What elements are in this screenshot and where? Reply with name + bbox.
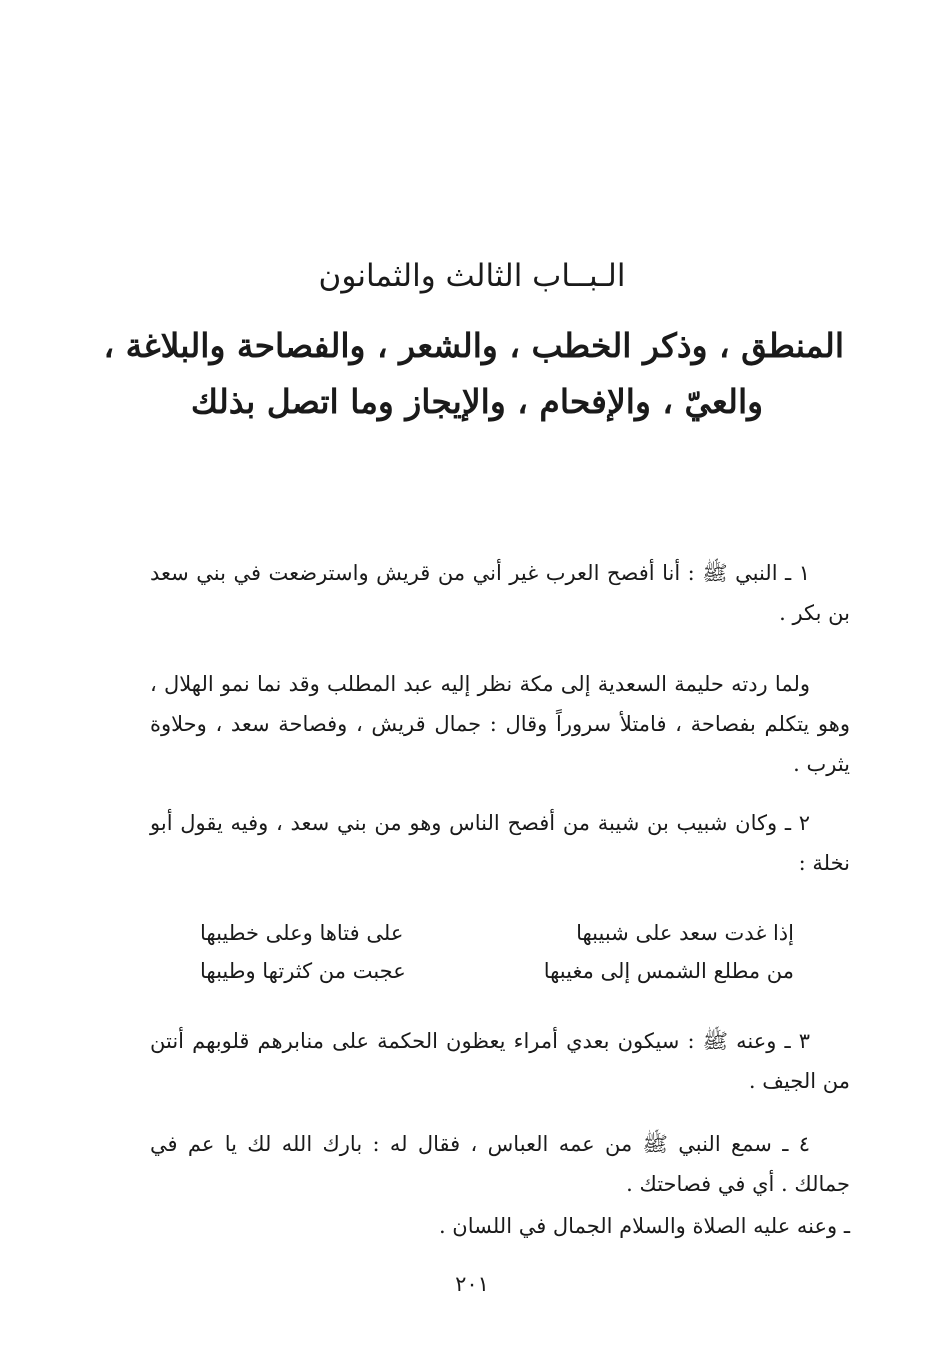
paragraph-2: ولما ردته حليمة السعدية إلى مكة نظر إليه عبد المطلب وقد نما نمو الهلال ، وهو يتكلم بفصاحة ، فامتلأ سروراً وقال : جمال قريش ، وفصاحة سعد ، وحلاوة يثرب .	[150, 672, 850, 776]
chapter-title-line-2: والعيّ ، والإفحام ، والإيجاز وما اتصل بذلك	[190, 382, 764, 421]
paragraph-4: ٣ ـ وعنه ﷺ : سيكون بعدي أمراء يعظون الحكمة على منابرهم قلوبهم أنتن من الجيف .	[150, 1029, 850, 1093]
chapter-label: الـبــاب الثالث والثمانون	[318, 258, 626, 294]
paragraph-1: ١ ـ النبي ﷺ : أنا أفصح العرب غير أني من قريش واسترضعت في بني سعد بن بكر .	[150, 561, 850, 625]
verse-line-2-second-hemistich: عجبت من كثرتها وطيبها	[200, 959, 406, 983]
verse-line-1-second-hemistich: على فتاها وعلى خطيبها	[200, 921, 404, 945]
verse-line-2-first-hemistich: من مطلع الشمس إلى مغيبها	[543, 959, 794, 983]
paragraph-5: ٤ ـ سمع النبي ﷺ من عمه العباس ، فقال له : بارك الله لك يا عم في جمالك . أي في فصاحتك .	[150, 1132, 850, 1196]
paragraph-6: ـ وعنه عليه الصلاة والسلام الجمال في اللسان .	[438, 1214, 850, 1238]
verse-line-1-first-hemistich: إذا غدت سعد على شبيبها	[576, 921, 794, 945]
poem-verses	[200, 914, 794, 990]
paragraph-3: ٢ ـ وكان شبيب بن شيبة من أفصح الناس وهو من بني سعد ، وفيه يقول أبو نخلة :	[150, 811, 850, 875]
verse-line-1	[200, 914, 794, 952]
verse-line-2	[200, 952, 794, 990]
chapter-title	[103, 318, 844, 430]
page-number: ٢٠١	[455, 1272, 489, 1296]
chapter-title-line-1: المنطق ، وذكر الخطب ، والشعر ، والفصاحة والبلاغة ،	[103, 326, 844, 365]
